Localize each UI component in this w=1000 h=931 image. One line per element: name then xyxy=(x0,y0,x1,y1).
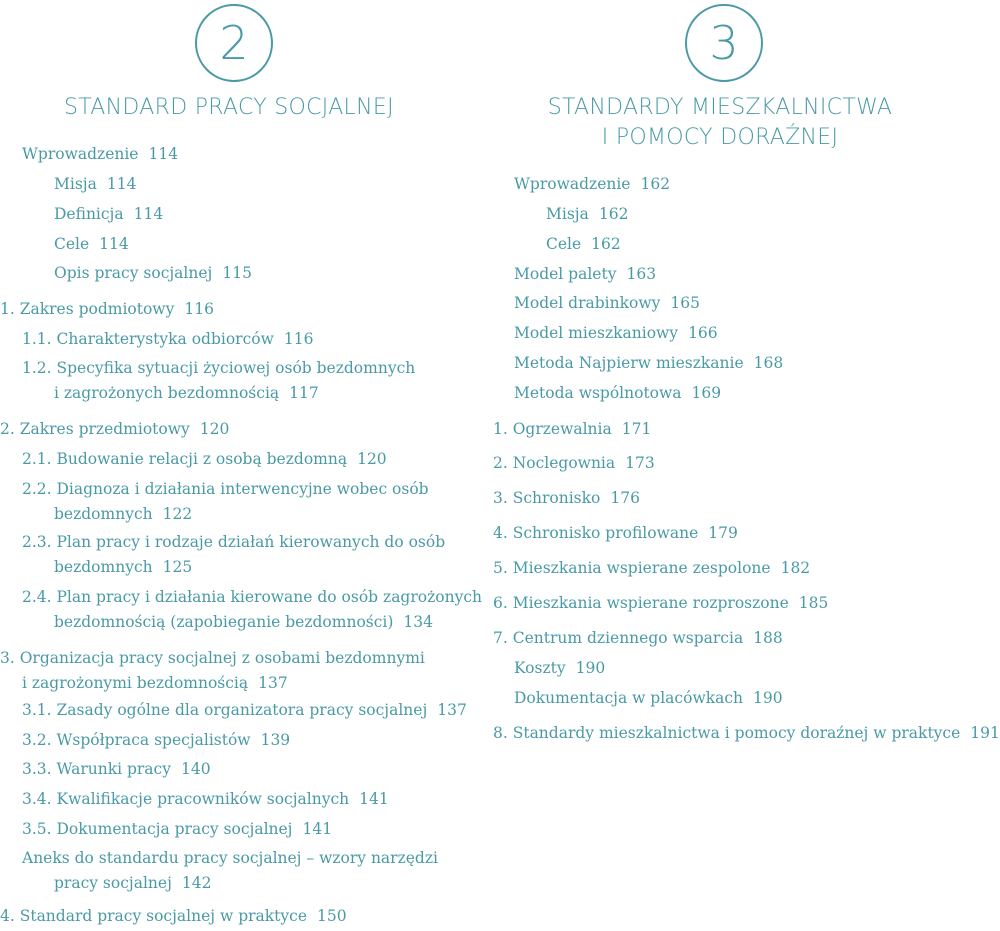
chapter-title-line: I POMOCY DORAŹNEJ xyxy=(601,125,839,150)
toc-page-number: 120 xyxy=(357,450,387,468)
chapter-title: STANDARD PRACY SOCJALNEJ xyxy=(64,95,394,120)
toc-page-number: 173 xyxy=(625,454,655,472)
toc-entry xyxy=(22,356,415,381)
toc-entry xyxy=(493,417,651,442)
toc-entry xyxy=(22,757,211,782)
toc-page-number: 140 xyxy=(181,760,211,778)
toc-page-number: 114 xyxy=(99,235,129,253)
toc-entry xyxy=(0,417,229,442)
toc-entry xyxy=(493,721,1000,746)
toc-entry xyxy=(22,477,429,502)
toc-entry xyxy=(493,486,640,511)
toc-entry xyxy=(22,585,482,610)
toc-page-number: 114 xyxy=(148,145,179,163)
toc-entry-title: 1.1. Charakterystyka odbiorców xyxy=(22,330,274,348)
toc-page-number: 122 xyxy=(162,505,193,523)
toc-entry-title: i zagrożonymi bezdomnością xyxy=(22,674,249,692)
toc-entry-title: Model mieszkaniowy xyxy=(514,324,679,342)
toc-entry-title: bezdomnych xyxy=(54,558,153,576)
toc-entry-title: 3.3. Warunki pracy xyxy=(22,760,171,778)
toc-page-number: 116 xyxy=(184,300,214,318)
toc-entry xyxy=(493,626,783,651)
toc-entry xyxy=(514,172,670,197)
toc-entry xyxy=(22,817,332,842)
toc-entry xyxy=(54,555,192,580)
toc-page-number: 190 xyxy=(753,689,783,707)
toc-entry-title: bezdomnych xyxy=(54,505,153,523)
toc-page-number: 120 xyxy=(199,420,230,438)
toc-entry-title: 2.2. Diagnoza i działania interwencyjne wobec osób xyxy=(22,480,429,498)
toc-entry-title: 1.2. Specyfika sytuacji życiowej osób bezdomnych xyxy=(22,359,416,377)
toc-entry xyxy=(514,381,721,406)
toc-entry xyxy=(54,261,252,286)
toc-entry-title: 2.4. Plan pracy i działania kierowane do osób zagrożonych xyxy=(22,588,482,606)
toc-page-number: 117 xyxy=(289,384,319,402)
toc-entry xyxy=(493,521,738,546)
toc-page-number: 114 xyxy=(133,205,164,223)
toc-entry-title: Opis pracy socjalnej xyxy=(54,264,213,282)
toc-entry xyxy=(22,846,438,871)
toc-entry xyxy=(514,321,718,346)
toc-page-number: 141 xyxy=(359,790,389,808)
toc-page-number: 116 xyxy=(283,330,314,348)
toc-page-number: 169 xyxy=(691,384,722,402)
toc-entry xyxy=(54,202,163,227)
toc-entry xyxy=(22,447,387,472)
toc-entry xyxy=(0,646,425,671)
toc-entry xyxy=(0,904,347,929)
toc-entry-title: Model drabinkowy xyxy=(514,294,661,312)
toc-entry-title: Aneks do standardu pracy socjalnej – wzory narzędzi xyxy=(22,849,438,867)
toc-page-number: 176 xyxy=(610,489,640,507)
toc-page-number: 141 xyxy=(302,820,333,838)
toc-entry xyxy=(546,232,621,257)
toc-entry xyxy=(54,502,192,527)
toc-entry xyxy=(0,297,214,322)
toc-page-number: 139 xyxy=(260,731,291,749)
toc-page-number: 171 xyxy=(621,420,652,438)
toc-entry-title: Metoda wspólnotowa xyxy=(514,384,682,402)
toc-entry-title: 4. Schronisko profilowane xyxy=(493,524,699,542)
chapter-title-line: STANDARDY MIESZKALNICTWA xyxy=(547,95,893,120)
toc-entry xyxy=(22,787,389,812)
toc-page-number: 190 xyxy=(575,659,606,677)
toc-page-number: 182 xyxy=(780,559,811,577)
toc-entry-title: Definicja xyxy=(54,205,124,223)
toc-page-number: 168 xyxy=(753,354,784,372)
toc-page-number: 162 xyxy=(640,175,671,193)
toc-entry xyxy=(54,610,433,635)
toc-entry-title: 8. Standardy mieszkalnictwa i pomocy doraźnej w praktyce xyxy=(493,724,961,742)
toc-entry-title: 3.4. Kwalifikacje pracowników socjalnych xyxy=(22,790,350,808)
toc-page-number: 179 xyxy=(708,524,738,542)
toc-page-number: 150 xyxy=(317,907,347,925)
toc-entry-title: Model palety xyxy=(514,265,617,283)
toc-page-number: 166 xyxy=(688,324,718,342)
toc-entry-title: 1. Zakres podmiotowy xyxy=(0,300,175,318)
toc-entry xyxy=(546,202,628,227)
toc-entry-title: 2.3. Plan pracy i rodzaje działań kierowanych do osób xyxy=(22,533,446,551)
toc-entry-title: 3.5. Dokumentacja pracy socjalnej xyxy=(22,820,293,838)
toc-page-number: 191 xyxy=(970,724,1000,742)
toc-entry-title: 2. Noclegownia xyxy=(493,454,616,472)
toc-entry xyxy=(54,871,211,896)
toc-entry-title: Misja xyxy=(54,175,97,193)
toc-entry xyxy=(22,530,445,555)
toc-entry-title: Cele xyxy=(54,235,90,253)
chapter-title xyxy=(480,93,960,153)
toc-entry xyxy=(493,591,828,616)
toc-entry xyxy=(493,451,655,476)
toc-entry xyxy=(514,262,656,287)
toc-entry xyxy=(54,381,319,406)
toc-entry-title: 1. Ogrzewalnia xyxy=(493,420,612,438)
toc-entry-title: Cele xyxy=(546,235,582,253)
toc-entry-title: Koszty xyxy=(514,659,566,677)
toc-entry-title: pracy socjalnej xyxy=(54,874,172,892)
chapter-number-badge: 2 xyxy=(195,4,273,82)
toc-page-number: 137 xyxy=(258,674,288,692)
toc-entry-title: 6. Mieszkania wspierane rozproszone xyxy=(493,594,789,612)
toc-entry xyxy=(22,698,467,723)
toc-entry xyxy=(22,327,313,352)
toc-entry-title: 3. Organizacja pracy socjalnej z osobami bezdomnymi xyxy=(0,649,425,667)
toc-entry-title: Wprowadzenie xyxy=(22,145,139,163)
chapter-number-badge: 3 xyxy=(685,4,763,82)
toc-entry xyxy=(493,556,810,581)
toc-entry-title: Metoda Najpierw mieszkanie xyxy=(514,354,744,372)
toc-entry xyxy=(514,686,783,711)
toc-entry-title: 5. Mieszkania wspierane zespolone xyxy=(493,559,771,577)
toc-entry-title: 3. Schronisko xyxy=(493,489,601,507)
toc-entry xyxy=(54,172,136,197)
toc-entry-title: 4. Standard pracy socjalnej w praktyce xyxy=(0,907,308,925)
toc-entry xyxy=(22,671,288,696)
toc-entry xyxy=(514,291,700,316)
toc-entry xyxy=(22,142,178,167)
toc-entry-title: Dokumentacja w placówkach xyxy=(514,689,744,707)
toc-entry xyxy=(22,728,290,753)
toc-entry-title: 3.1. Zasady ogólne dla organizatora pracy socjalnej xyxy=(22,701,428,719)
toc-entry-title: bezdomnością (zapobieganie bezdomności) xyxy=(54,613,394,631)
toc-page-number: 162 xyxy=(591,235,621,253)
toc-page-number: 142 xyxy=(181,874,212,892)
toc-entry xyxy=(514,656,605,681)
toc-entry xyxy=(514,351,783,376)
toc-page-number: 114 xyxy=(106,175,137,193)
toc-page-number: 137 xyxy=(437,701,467,719)
toc-page-number: 185 xyxy=(798,594,829,612)
toc-entry-title: Wprowadzenie xyxy=(514,175,631,193)
toc-entry-title: 7. Centrum dziennego wsparcia xyxy=(493,629,744,647)
toc-entry-title: Misja xyxy=(546,205,589,223)
toc-entry-title: 2. Zakres przedmiotowy xyxy=(0,420,190,438)
toc-page-number: 115 xyxy=(222,264,252,282)
toc-entry xyxy=(54,232,129,257)
toc-page-number: 188 xyxy=(753,629,783,647)
toc-page-number: 125 xyxy=(162,558,193,576)
toc-page-number: 165 xyxy=(670,294,700,312)
toc-entry-title: 2.1. Budowanie relacji z osobą bezdomną xyxy=(22,450,348,468)
toc-page-number: 134 xyxy=(403,613,434,631)
toc-entry-title: i zagrożonych bezdomnością xyxy=(54,384,280,402)
toc-entry-title: 3.2. Współpraca specjalistów xyxy=(22,731,251,749)
toc-page-number: 163 xyxy=(626,265,657,283)
toc-page-number: 162 xyxy=(598,205,629,223)
